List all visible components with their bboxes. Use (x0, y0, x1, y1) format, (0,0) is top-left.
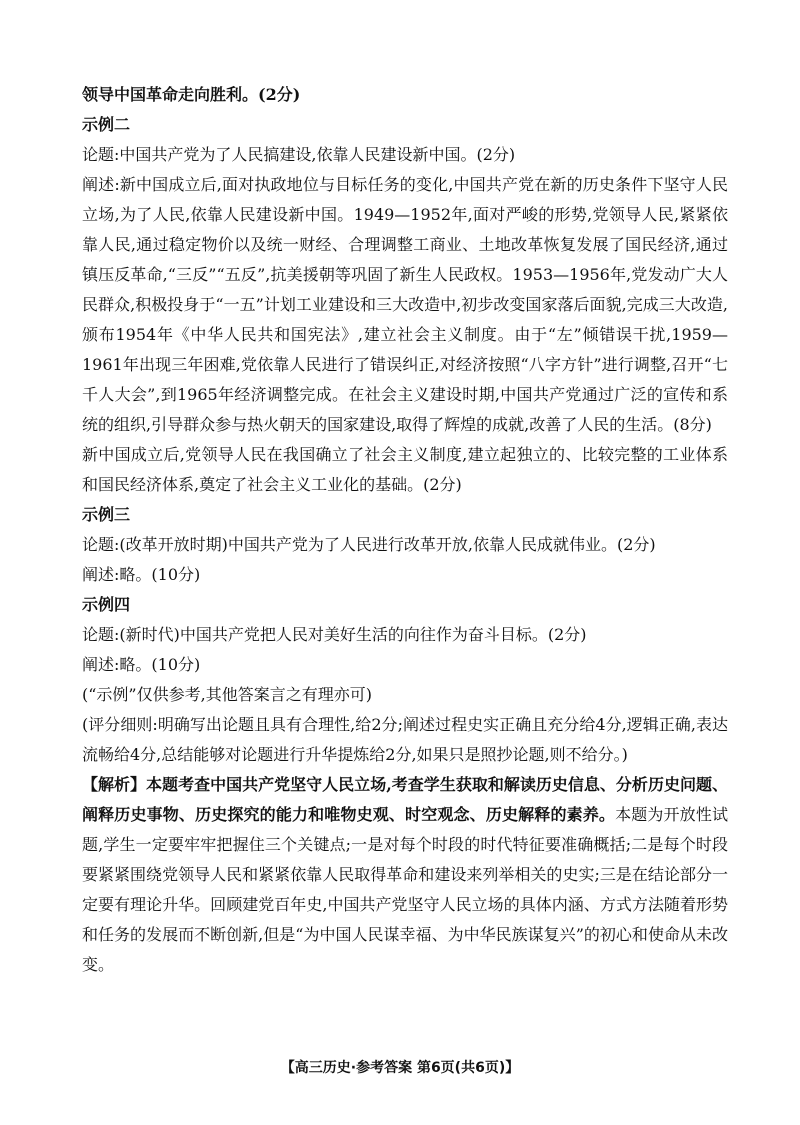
example-3-thesis: 论题:(改革开放时期)中国共产党为了人民进行改革开放,依靠人民成就伟业。(2分) (82, 535, 656, 554)
analysis-tag: 【解析】 (82, 775, 147, 794)
example-3-title: 示例三 (82, 505, 131, 524)
page-footer: 【高三历史·参考答案 第6页(共6页)】 (280, 1060, 520, 1076)
example-2-thesis: 论题:中国共产党为了人民搞建设,依靠人民建设新中国。(2分) (82, 145, 516, 164)
example-4-argument: 阐述:略。(10分) (82, 655, 201, 674)
continuation-line: 领导中国革命走向胜利。(2分) (82, 85, 301, 104)
example-4-thesis: 论题:(新时代)中国共产党把人民对美好生活的向往作为奋斗目标。(2分) (82, 625, 587, 644)
analysis-text: 本题为开放性试题,学生一定要牢牢把握住三个关键点;一是对每个时段的时代特征要准确概括;二是每个时段要紧紧围绕党领导人民和紧紧依靠人民取得革命和建设来列举相关的史实;三是在结论部分一定要有理论升华。回顾建党百年史,中国共产党坚守人民立场的具体内涵、方式方法随着形势和任务的发展而不断创新,但是“为中国人民谋幸福、为中华民族谋复兴”的初心和使命从未改变。 (82, 805, 728, 974)
examples-note: (“示例”仅供参考,其他答案言之有理亦可) (82, 685, 372, 704)
example-4-title: 示例四 (82, 595, 131, 614)
analysis-bold-text: 本题考查中国共产党坚守人民立场,考查学生获取和解读历史信息、分析历史问题、阐释历史事物、历史探究的能力和唯物史观、时空观念、历史解释的素养。 (82, 775, 728, 824)
scoring-rules: (评分细则:明确写出论题且具有合理性,给2分;阐述过程史实正确且充分给4分,逻辑正确,表达流畅给4分,总结能够对论题进行升华提炼给2分,如果只是照抄论题,则不给分。) (82, 715, 728, 764)
example-3-argument: 阐述:略。(10分) (82, 565, 201, 584)
analysis-paragraph (82, 770, 728, 980)
example-2-title: 示例二 (82, 115, 131, 134)
example-2-conclusion: 新中国成立后,党领导人民在我国确立了社会主义制度,建立起独立的、比较完整的工业体系和国民经济体系,奠定了社会主义工业化的基础。(2分) (82, 445, 728, 494)
example-2-argument: 阐述:新中国成立后,面对执政地位与目标任务的变化,中国共产党在新的历史条件下坚守人民立场,为了人民,依靠人民建设新中国。1949—1952年,面对严峻的形势,党领导人民,紧紧依靠人民,通过稳定物价以及统一财经、合理调整工商业、土地改革恢复发展了国民经济,通过镇压反革命,“三反”“五反”,抗美援朝等巩固了新生人民政权。1953—1956年,党发动广大人民群众,积极投身于“一五”计划工业建设和三大改造中,初步改变国家落后面貌,完成三大改造,颁布1954年《中华人民共和国宪法》,建立社会主义制度。由于“左”倾错误干扰,1959—1961年出现三年困难,党依靠人民进行了错误纠正,对经济按照“八字方针”进行调整,召开“七千人大会”,到1965年经济调整完成。在社会主义建设时期,中国共产党通过广泛的宣传和系统的组织,引导群众参与热火朝天的国家建设,取得了辉煌的成就,改善了人民的生活。(8分) (82, 175, 728, 434)
